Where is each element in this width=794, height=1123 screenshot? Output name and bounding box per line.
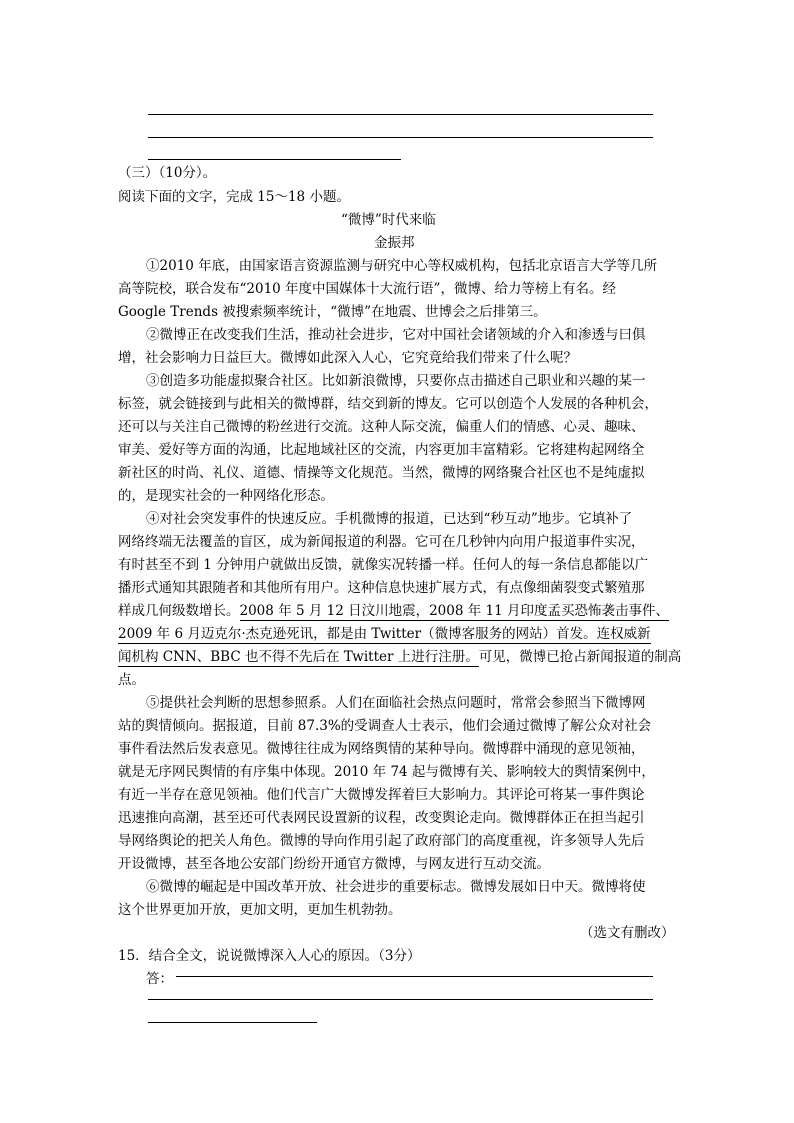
paragraph-line: 开设微博，甚至各地公安部门纷纷开通官方微博，与网友进行互动交流。 bbox=[118, 856, 550, 872]
paragraph-line: 高等院校，联合发布“2010 年度中国媒体十大流行语”，微博、给力等榜上有名。经 bbox=[118, 281, 616, 297]
paragraph-line: 事件看法然后发表意见。微博往往成为网络舆情的某种导向。微博群中涌现的意见领袖， bbox=[118, 741, 645, 757]
paragraph-line: 点。 bbox=[118, 672, 145, 688]
paragraph-line: ①2010 年底，由国家语言资源监测与研究中心等权威机构，包括北京语言大学等几所 bbox=[146, 258, 658, 274]
paragraph-line: 有时甚至不到 1 分钟用户就做出反馈，就像实况转播一样。任何人的每一条信息都能以广 bbox=[118, 557, 649, 573]
paragraph-line: 的，是现实社会的一种网络化形态。 bbox=[118, 488, 334, 504]
paragraph-line: ③创造多功能虚拟聚合社区。比如新浪微博，只要你点击描述自己职业和兴趣的某一 bbox=[146, 373, 646, 389]
paragraph-line: Google Trends 被搜索频率统计，“微博”在地震、世博会之后排第三。 bbox=[118, 304, 547, 320]
paragraph-text: 样成几何级数增长。 bbox=[118, 603, 240, 619]
underlined-text: 闻机构 CNN、BBC 也不得不先后在 Twitter 上进行注册。 bbox=[118, 649, 479, 665]
paragraph-line: 增，社会影响力日益巨大。微博如此深入人心，它究竟给我们带来了什么呢？ bbox=[118, 350, 577, 366]
paragraph-line: 标签，就会链接到与此相关的微博群，结交到新的博友。它可以创造个人发展的各种机会， bbox=[118, 396, 658, 412]
paragraph-line: ⑥微博的崛起是中国改革开放、社会进步的重要标志。微博发展如日中天。微博将使 bbox=[146, 879, 646, 895]
paragraph-line: 有近一半存在意见领袖。他们代言广大微博发挥着巨大影响力。其评论可将某一事件舆论 bbox=[118, 787, 645, 803]
answer-line[interactable] bbox=[176, 976, 653, 977]
underlined-text: 2009 年 6 月迈克尔·杰克逊死讯，都是由 Twitter（微博客服务的网站）首发。连权威新 bbox=[118, 626, 651, 642]
paragraph-line: ②微博正在改变我们生活，推动社会进步，它对中国社会诸领域的介入和渗透与曰俱 bbox=[146, 327, 646, 343]
source-note: （选文有删改） bbox=[580, 925, 675, 941]
section-header: （三）（10分）。 bbox=[118, 165, 217, 181]
article-author: 金振邦 bbox=[374, 235, 415, 251]
paragraph-line: 审美、爱好等方面的沟通，比起地域社区的交流，内容更加丰富精彩。它将建构起网络全 bbox=[118, 442, 645, 458]
instruction: 阅读下面的文字，完成 15～18 小题。 bbox=[118, 189, 350, 205]
underlined-text: 2008 年 5 月 12 日汶川地震，2008 年 11 月印度孟买恐怖袭击事件、 bbox=[239, 603, 669, 619]
answer-line bbox=[148, 137, 653, 138]
paragraph-line bbox=[118, 625, 651, 643]
paragraph-line: 播形式通知其跟随者和其他所有用户。这种信息快速扩展方式，有点像细菌裂变式繁殖那 bbox=[118, 580, 645, 596]
article-title: “微博”时代来临 bbox=[341, 212, 436, 228]
paragraph-line: 还可以与关注自己微博的粉丝进行交流。这种人际交流，偏重人们的情感、心灵、趣味、 bbox=[118, 419, 645, 435]
answer-line bbox=[148, 114, 653, 115]
paragraph-line: 网络终端无法覆盖的盲区，成为新闻报道的利器。它可在几秒钟内向用户报道事件实况， bbox=[118, 534, 645, 550]
answer-line bbox=[148, 159, 401, 160]
paragraph-text: 可见，微博已抢占新闻报道的制高 bbox=[478, 649, 682, 665]
answer-label: 答： bbox=[146, 971, 173, 987]
paragraph-line: 就是无序网民舆情的有序集中体现。2010 年 74 起与微博有关、影响较大的舆情案例中， bbox=[118, 764, 655, 780]
paragraph-line: 迅速推向高潮，甚至还可代表网民设置新的议程，改变舆论走向。微博群体正在担当起引 bbox=[118, 810, 645, 826]
paragraph-line: 导网络舆论的把关人角色。微博的导向作用引起了政府部门的高度重视，许多领导人先后 bbox=[118, 833, 645, 849]
question-15: 15．结合全文，说说微博深入人心的原因。（3分） bbox=[118, 948, 421, 964]
answer-line[interactable] bbox=[148, 999, 653, 1000]
paragraph-line bbox=[118, 648, 681, 666]
paragraph-line: ⑤提供社会判断的思想参照系。人们在面临社会热点问题时，常常会参照当下微博网 bbox=[146, 695, 646, 711]
paragraph-line bbox=[118, 602, 669, 620]
paragraph-line: 新社区的时尚、礼仪、道德、情操等文化规范。当然，微博的网络聚合社区也不是纯虚拟 bbox=[118, 465, 645, 481]
paragraph-line: 站的舆情倾向。据报道，目前 87.3%的受调查人士表示，他们会通过微博了解公众对社会 bbox=[118, 718, 652, 734]
paragraph-line: 这个世界更加开放，更加文明，更加生机勃勃。 bbox=[118, 902, 402, 918]
answer-line[interactable] bbox=[148, 1022, 317, 1023]
paragraph-line: ④对社会突发事件的快速反应。手机微博的报道，已达到“秒互动”地步。它填补了 bbox=[146, 511, 633, 527]
